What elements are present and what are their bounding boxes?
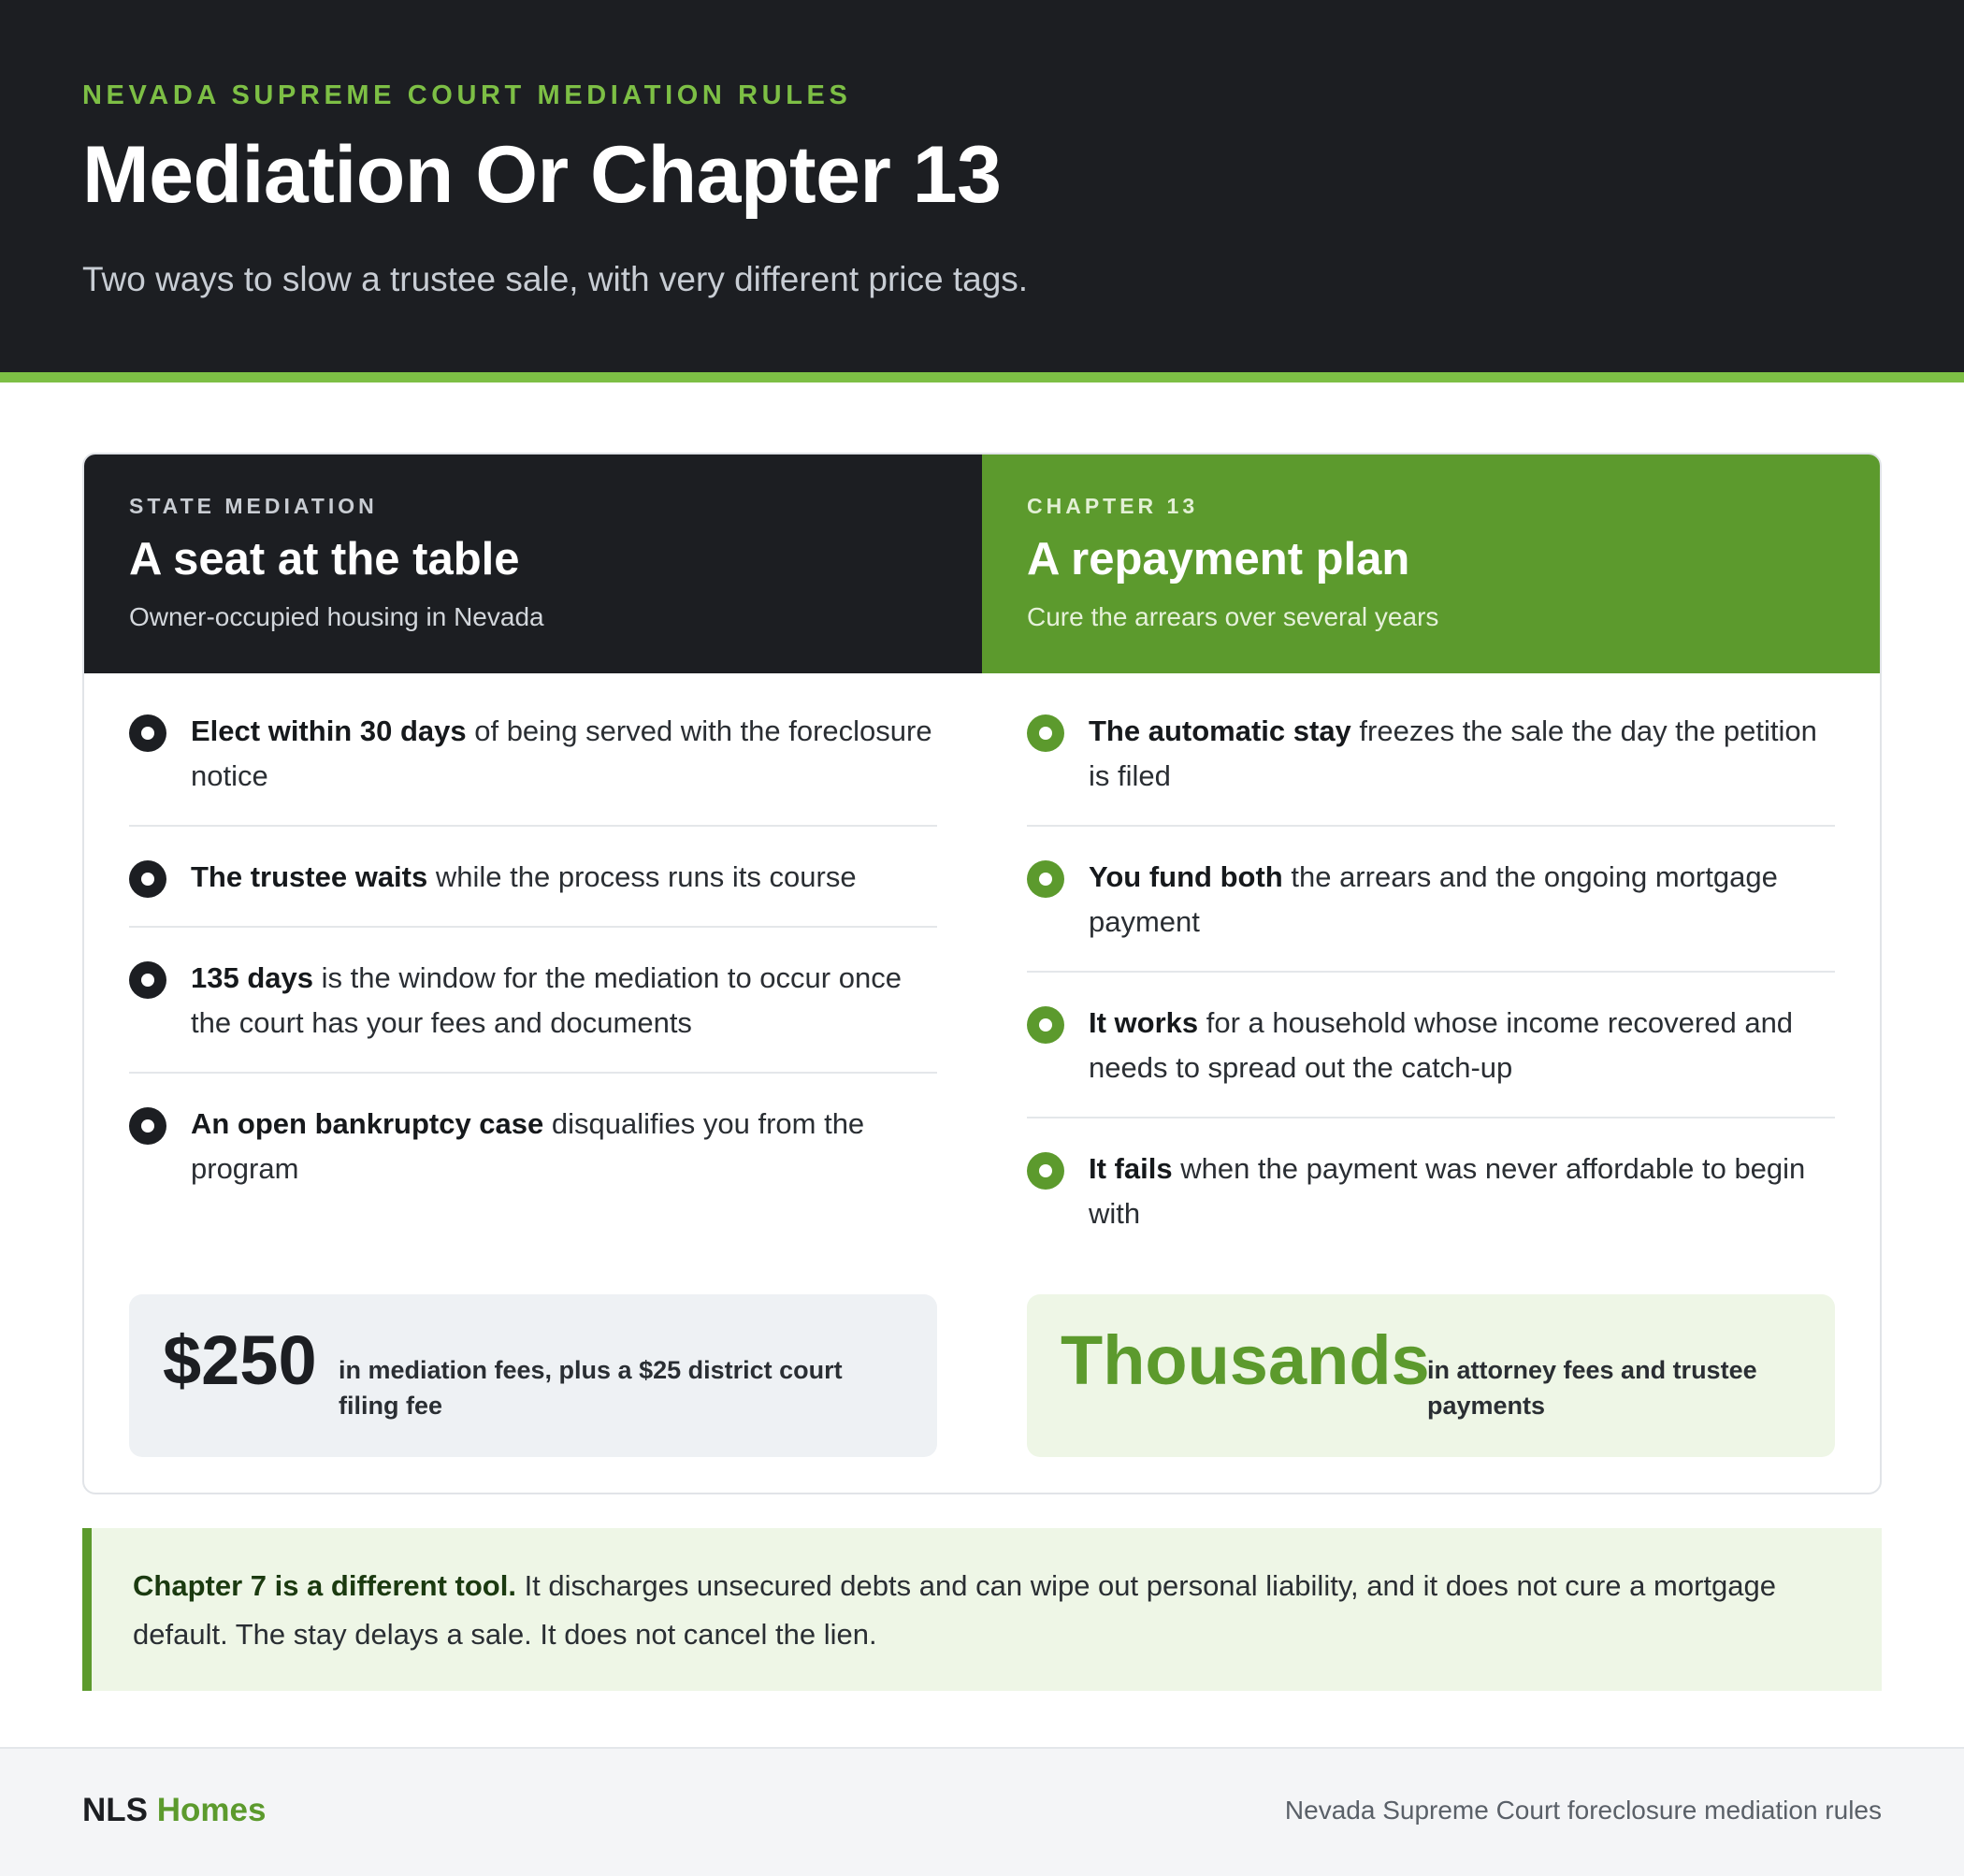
chapter13-fee-amount: Thousands: [1061, 1321, 1430, 1399]
callout-bold: Chapter 7 is a different tool.: [133, 1569, 516, 1602]
mediation-fee-box: [129, 1294, 937, 1457]
item-text: freezes the sale the day the petition is filed: [1089, 714, 1817, 792]
callout-text: [133, 1562, 1854, 1659]
bullet-icon: [129, 961, 166, 999]
list-item: [129, 928, 937, 1074]
list-item: [1027, 673, 1835, 827]
list-item: [1027, 973, 1835, 1118]
list-item: [129, 673, 937, 827]
comparison-card: [82, 453, 1882, 1494]
list-item: [129, 1074, 937, 1218]
header-banner: [0, 0, 1964, 372]
bullet-icon: [129, 1107, 166, 1145]
bullet-icon: [1027, 860, 1064, 898]
brand-logo: [82, 1792, 266, 1829]
list-item: [1027, 1118, 1835, 1263]
mediation-fee-amount: $250: [163, 1321, 317, 1399]
item-bold: You fund both: [1089, 860, 1283, 893]
list-item: [129, 827, 937, 928]
item-text: of being served with the foreclosure notice: [191, 714, 932, 792]
mediation-subtitle: Owner-occupied housing in Nevada: [129, 602, 544, 631]
item-bold: 135 days: [191, 961, 313, 994]
brand-name-part1: NLS: [82, 1792, 148, 1828]
chapter13-kicker: CHAPTER 13: [1027, 494, 1199, 518]
bullet-icon: [129, 714, 166, 752]
mediation-kicker: STATE MEDIATION: [129, 494, 378, 518]
item-bold: It fails: [1089, 1152, 1173, 1185]
item-text: when the payment was never affordable to begin with: [1089, 1152, 1806, 1230]
chapter13-subtitle: Cure the arrears over several years: [1027, 602, 1439, 631]
item-text: the arrears and the ongoing mortgage payment: [1089, 860, 1778, 938]
mediation-fee-text: in mediation fees, plus a $25 district court filing fee: [339, 1356, 843, 1420]
source-note: Nevada Supreme Court foreclosure mediation rules: [1284, 1796, 1882, 1825]
bullet-icon: [129, 860, 166, 898]
mediation-list: [129, 673, 937, 1218]
chapter7-callout: [82, 1528, 1882, 1691]
callout-body: It discharges unsecured debts and can wipe out personal liability, and it does not cure a mortgage default. The stay delays a sale. It does not cancel the lien.: [133, 1569, 1776, 1651]
footer: [0, 1747, 1964, 1876]
item-text: is the window for the mediation to occur once the court has your fees and documents: [191, 961, 902, 1039]
item-bold: It works: [1089, 1006, 1199, 1039]
item-text: disqualifies you from the program: [191, 1107, 865, 1185]
item-bold: The automatic stay: [1089, 714, 1351, 747]
brand-name-part2: Homes: [156, 1792, 267, 1828]
chapter13-list: [1027, 673, 1835, 1263]
item-bold: Elect within 30 days: [191, 714, 467, 747]
bullet-icon: [1027, 714, 1064, 752]
item-bold: The trustee waits: [191, 860, 428, 893]
item-text: while the process runs its course: [427, 860, 857, 893]
bullet-icon: [1027, 1006, 1064, 1044]
bullet-icon: [1027, 1152, 1064, 1190]
page-subtitle: Two ways to slow a trustee sale, with very different price tags.: [82, 260, 1029, 298]
mediation-column-header: [84, 455, 982, 673]
page-title: Mediation Or Chapter 13: [82, 130, 1002, 220]
list-item: [1027, 827, 1835, 973]
header-accent-rule: [0, 372, 1964, 382]
eyebrow-label: NEVADA SUPREME COURT MEDIATION RULES: [82, 80, 852, 110]
item-bold: An open bankruptcy case: [191, 1107, 544, 1140]
item-text: for a household whose income recovered and needs to spread out the catch-up: [1089, 1006, 1794, 1084]
mediation-title: A seat at the table: [129, 534, 520, 584]
chapter13-title: A repayment plan: [1027, 534, 1410, 584]
chapter13-fee-text: in attorney fees and trustee payments: [1427, 1356, 1757, 1420]
chapter13-column-header: [982, 455, 1882, 673]
chapter13-fee-box: [1027, 1294, 1835, 1457]
